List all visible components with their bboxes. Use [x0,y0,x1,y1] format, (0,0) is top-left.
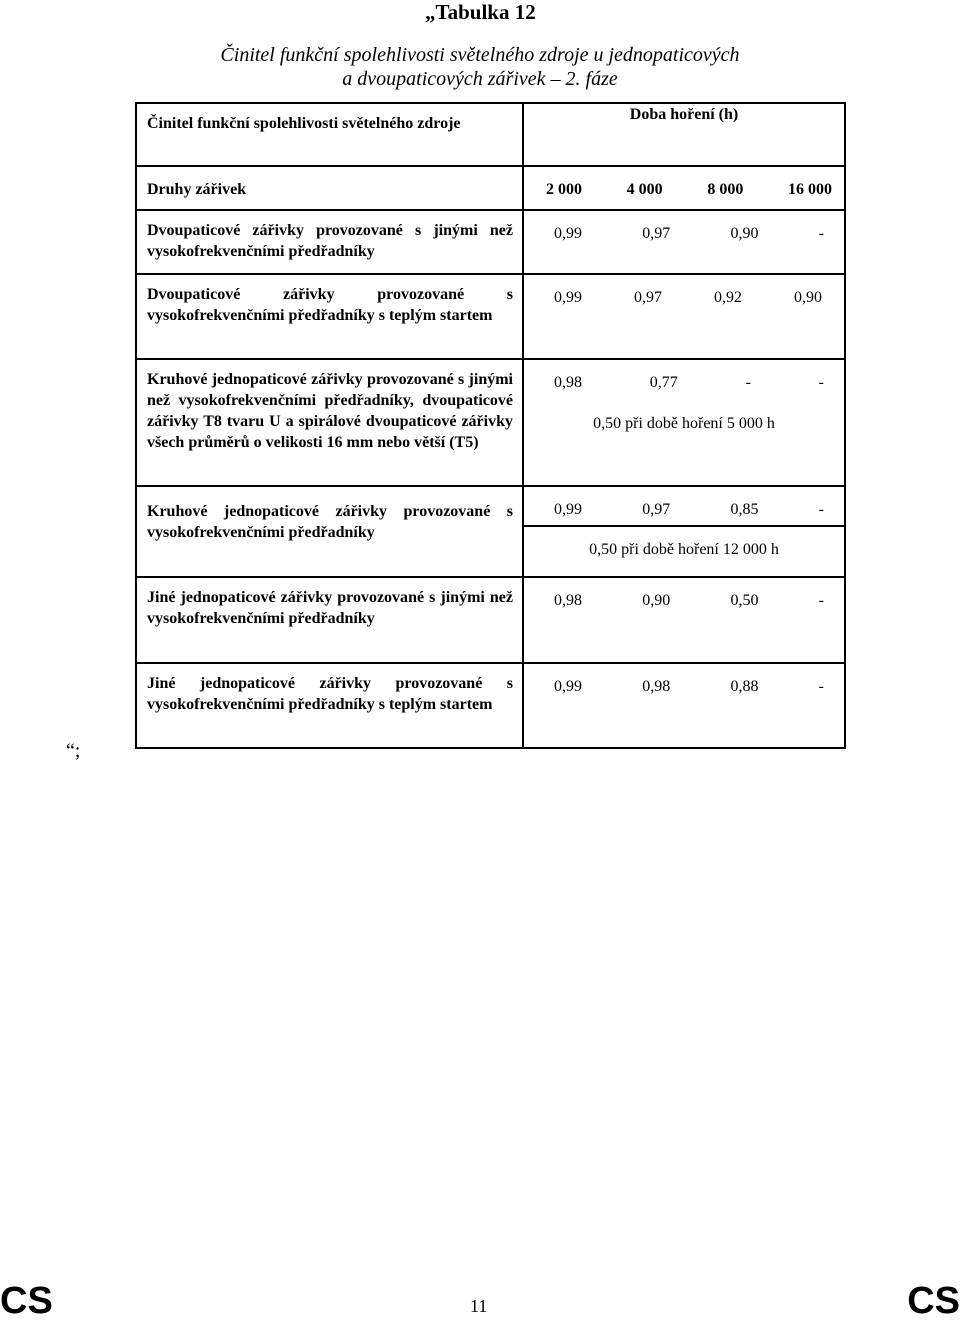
row-values [524,676,844,697]
table-subtitle-line-1: Činitel funkční spolehlivosti světelného zdroje u jednopaticových [220,44,740,66]
value-8000: 0,85 [730,501,759,518]
table-row [136,274,845,359]
types-label: Druhy zářivek [147,181,247,198]
row-label-cell [136,210,523,274]
reliability-table [135,102,846,749]
row-values-cell [523,359,845,486]
hours-16000: 16 000 [787,181,832,198]
footer-language-left: CS [0,1280,53,1322]
row-values [524,590,844,611]
value-4000: 0,97 [634,289,662,306]
value-16000: - [818,225,824,242]
types-row [136,166,845,210]
table-subtitle-line-2: a dvoupaticových zářivek – 2. fáze [342,68,618,90]
row-note: 0,50 při době hoření 12 000 h [589,541,779,558]
value-16000: - [818,678,824,695]
header-right-cell [523,103,845,166]
value-2000: 0,99 [554,678,582,695]
row-values-cell [523,274,845,359]
types-label-cell [136,166,523,210]
hours-values [524,179,844,200]
value-8000: 0,90 [730,225,759,242]
row-label-cell [136,577,523,663]
table-row [136,210,845,274]
value-8000: 0,88 [730,678,759,695]
value-8000: 0,92 [714,289,742,306]
value-8000: - [745,374,751,391]
row-label: Jiné jednopaticové zářivky provozované s vysokofrekvenčními předřadníky s teplým startem [147,675,513,713]
value-2000: 0,98 [554,374,582,391]
value-4000: 0,98 [642,678,671,695]
hours-4000: 4 000 [626,181,663,198]
value-16000: - [818,501,824,518]
row-values-cell [523,577,845,663]
row-values-cell [523,486,845,577]
value-16000: - [818,592,824,609]
row-values-cell [523,663,845,748]
table-row [136,359,845,486]
value-16000: 0,90 [794,289,822,306]
row-label: Kruhové jednopaticové zářivky provozované s jinými než vysokofrekvenčními předřadníky, dvoupaticové zářivky T8 tvaru U a spirálové dvoupaticové zářivky všech průměrů o velikosti 16 mm nebo větší (T5) [147,371,513,451]
header-left-text: Činitel funkční spolehlivosti světelného zdroje [147,115,461,132]
closing-quote: “; [66,740,81,762]
hours-8000: 8 000 [707,181,744,198]
hours-2000: 2 000 [546,181,582,198]
row-values [524,223,844,244]
row-label: Jiné jednopaticové zářivky provozované s jinými než vysokofrekvenčními předřadníky [147,589,513,627]
value-2000: 0,99 [554,501,582,518]
row-values [524,372,844,393]
row-values-cell [523,210,845,274]
row-note: 0,50 při době hoření 5 000 h [593,415,775,432]
row-label: Kruhové jednopaticové zářivky provozované s vysokofrekvenčními předřadníky [147,503,513,541]
value-2000: 0,98 [554,592,582,609]
row-values [524,287,844,308]
header-right-text: Doba hoření (h) [629,106,739,123]
value-2000: 0,99 [554,225,582,242]
table-row [136,486,845,577]
page-number: 11 [470,1296,488,1316]
hours-cell [523,166,845,210]
row-label: Dvoupaticové zářivky provozované s jinými než vysokofrekvenčními předřadníky [147,222,513,260]
table-row [136,577,845,663]
value-8000: 0,50 [730,592,759,609]
header-row [136,103,845,166]
value-4000: 0,90 [642,592,671,609]
row-values [524,499,844,520]
table-row [136,663,845,748]
value-4000: 0,77 [649,374,678,391]
value-2000: 0,99 [554,289,582,306]
header-left-cell [136,103,523,166]
row-label-cell [136,274,523,359]
row-label: Dvoupaticové zářivky provozované s vysokofrekvenčními předřadníky s teplým startem [147,286,513,324]
value-4000: 0,97 [642,225,671,242]
value-16000: - [818,374,824,391]
footer-language-right: CS [907,1280,960,1322]
row-label-cell [136,663,523,748]
value-4000: 0,97 [642,501,671,518]
row-label-cell [136,359,523,486]
row-values-subcell [524,487,844,527]
row-label-cell [136,486,523,577]
